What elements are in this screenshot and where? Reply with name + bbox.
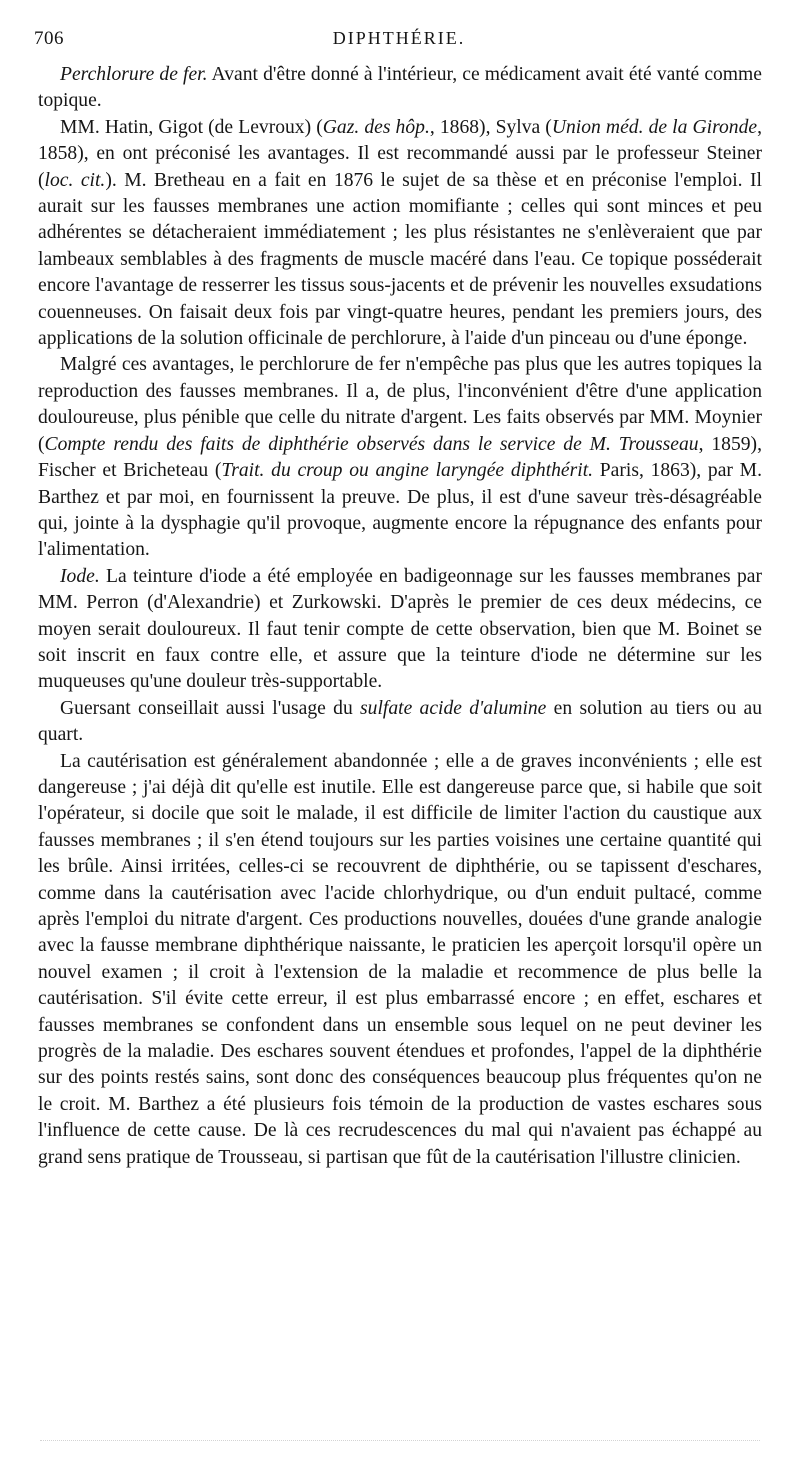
paragraph-text: , 1859), Fischer et Bricheteau ( — [38, 433, 762, 482]
citation-title: Union méd. de la Gironde — [551, 116, 758, 138]
running-title: DIPHTHÉRIE. — [332, 28, 466, 48]
paragraph-text: La cautérisation est généralement abandonnée ; elle a de graves inconvénients ; elle est dangereuse ; j'ai déjà dit qu'elle est inutile. Elle est dangereuse parce que, si habile que soit l'opérateur, si docile que soit le malade, il est difficile de limiter l'action du caustique aux fausses membranes ; il s'en étend toujours sur les parties voisines une certaine quantité qui les brûle. Ainsi irritées, celles-ci se recouvrent de diphthérie, ou se tapissent d'eschares, comme dans la cautérisation avec l'acide chlorhydrique, ou d'un enduit pultacé, comme après l'emploi du nitrate d'argent. Ces productions nouvelles, douées d'une grande analogie avec la fausse membrane diphthérique naissante, le praticien les aperçoit lorsqu'il opère un nouvel examen ; il croit à l'extension de la maladie et recommence de plus belle la cautérisation. S'il évite cette erreur, il est plus embarrassé encore ; en effet, eschares et fausses membranes se confondent dans un ensemble sous lequel on ne peut deviner les progrès de la maladie. Des eschares souvent étendues et profondes, l'appel de la diphthérie sur des points restés sains, sont donc des conséquences beaucoup plus fréquentes qu'on ne le croit. M. Barthez a été plusieurs fois témoin de la production de vastes eschares sous l'influence de cette cause. De là ces recrudescences du mal qui n'avaient pas échappé au grand sens pratique de Trousseau, si partisan que fût de la cautérisation l'illustre clinicien. — [38, 750, 762, 1168]
citation-title: Trait. du croup ou angine laryngée diphthérit. — [221, 460, 594, 482]
paragraph-text: Paris, 1863), par M. Barthez et par moi, en fournissent la preuve. De plus, il est d'une saveur très-désagréable qui, jointe à la dysphagie qu'il provoque, augmente encore la répugnance des enfants pour l'alimentation. — [38, 460, 762, 561]
paragraph-text: en solution au tiers ou au quart. — [38, 697, 763, 746]
section-lead-perchlorure: Perchlorure de fer. — [60, 64, 208, 85]
paragraph-perchlorure-drawbacks — [38, 352, 762, 563]
paragraph-perchlorure-advocates — [38, 115, 762, 353]
paragraph-text: , 1858), en ont préconisé les avantages. Il est recommandé aussi par le professeur Steiner ( — [38, 116, 762, 191]
paragraph-text: Avant d'être donné à l'intérieur, ce médicament avait été vanté comme topique. — [38, 64, 762, 112]
paragraph-text: Guersant conseillait aussi l'usage du — [60, 697, 361, 719]
paragraph-text: Malgré ces avantages, le perchlorure de fer n'empêche pas plus que les autres topiques la reproduction des fausses membranes. Il a, de plus, l'inconvénient d'être d'une application douloureuse, plus pénible que celle du nitrate d'argent. Les faits observés par MM. Moynier ( — [38, 354, 762, 455]
page-header — [34, 28, 764, 58]
citation-title: Gaz. des hôp. — [322, 116, 430, 138]
paragraph-perchlorure-intro — [38, 62, 762, 115]
body-text — [38, 62, 762, 1171]
page-number: 706 — [34, 28, 64, 49]
substance-name: sulfate acide d'alumine — [360, 697, 547, 719]
paragraph-text: , 1868), Sylva ( — [429, 116, 552, 138]
paragraph-alumine — [38, 696, 762, 749]
paragraph-text: La teinture d'iode a été employée en badigeonnage sur les fausses membranes par MM. Perron (d'Alexandrie) et Zurkowski. D'après le premier de ces deux médecins, ce moyen serait douloureux. Il faut tenir compte de cette observation, bien que M. Boinet se soit inscrit en faux contre elle, et assure que la teinture d'iode ne détermine sur les muqueuses qu'une douleur très-supportable. — [38, 565, 762, 693]
paragraph-iode — [38, 564, 762, 696]
footer-print-marks — [40, 1440, 760, 1447]
paragraph-text: MM. Hatin, Gigot (de Levroux) ( — [60, 116, 323, 138]
citation-title: Compte rendu des faits de diphthérie observés dans le service de M. Trousseau — [44, 433, 699, 455]
paragraph-cauterisation — [38, 749, 762, 1172]
paragraph-text: ). M. Bretheau en a fait en 1876 le sujet de sa thèse et en préconise l'emploi. Il aurait sur les fausses membranes une action momifiante ; celles qui sont minces et peu adhérentes se détacheraient immédiatement ; les plus résistantes ne s'enlèveraient que par lambeaux semblables à des fragments de muscle macéré dans l'eau. Ce topique posséderait encore l'avantage de resserrer les tissus sous-jacents et de prévenir les nouvelles exsudations couenneuses. On faisait deux fois par vingt-quatre heures, pendant les premiers jours, des applications de la solution officinale de perchlorure, à l'aide d'un pinceau ou d'une éponge. — [38, 169, 762, 350]
citation-title: loc. cit. — [44, 169, 106, 191]
section-lead-iode: Iode. — [60, 565, 100, 587]
